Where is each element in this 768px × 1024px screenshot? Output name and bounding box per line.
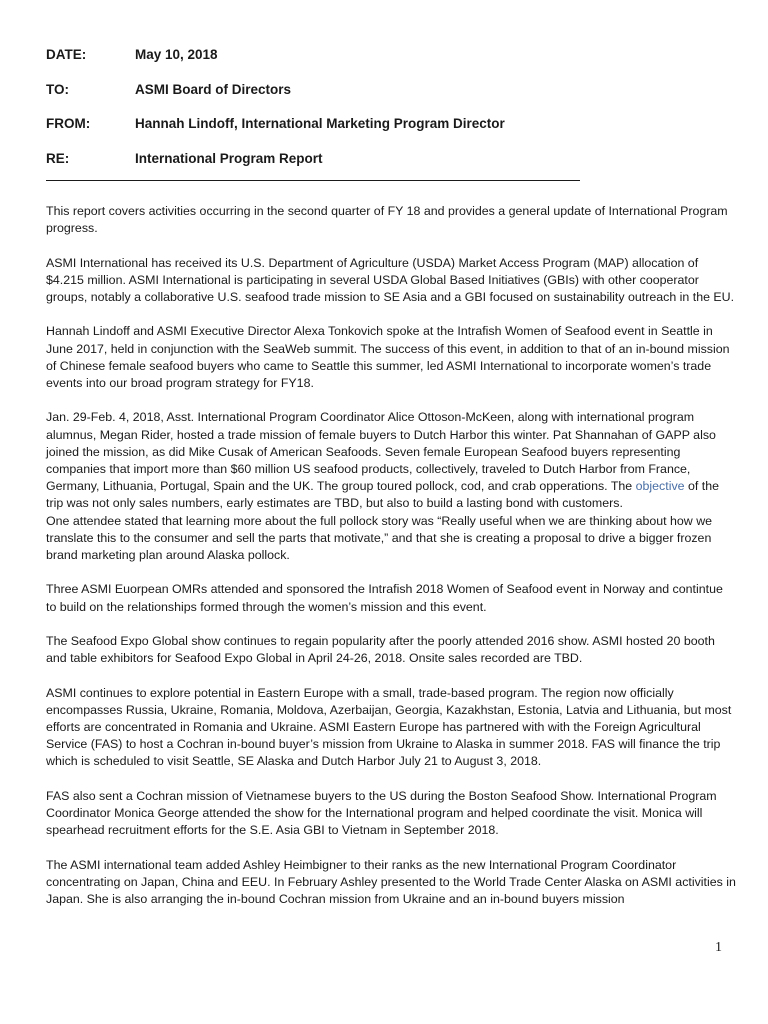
- paragraph-attendee-quote: One attendee stated that learning more about the full pollock story was “Really useful when we are thinking about how we translate this to the consumer and sell the parts that motivate,” and that she is creating a proposal to drive a bigger frozen brand marketing plan around Alaska pollock.: [46, 513, 713, 563]
- memo-from-row: [46, 115, 726, 133]
- highlighted-word: objective: [635, 479, 685, 494]
- memo-to-value: ASMI Board of Directors: [135, 81, 292, 97]
- paragraph-dutch-harbor-text-a: Jan. 29-Feb. 4, 2018, Asst. International Program Coordinator Alice Ottoson-McKeen, along with international program alumnus, Megan Rider, hosted a trade mission of female buyers to Dutch Harbor this winter. Pat Shannahan of GAPP also joined the mission, as did Mike Cusak of American Seafoods. Seven female European Seafood buyers representing companies that import more than $60 million US seafood products, collectively, traveled to Dutch Harbor from France, Germany, Lithuania, Portugal, Spain and the UK. The group toured pollock, cod, and crab opperations. The: [46, 410, 716, 494]
- memo-header: [46, 46, 726, 184]
- paragraph-map-allocation: ASMI International has received its U.S. Department of Agriculture (USDA) Market Access Program (MAP) allocation of $4.215 million. ASMI International is participating in several USDA Global Based Initiatives (GBIs) with other cooperator groups, notably a collaborative U.S. seafood trade mission to SE Asia and a GBI focused on sustainability outreach in the EU.: [46, 255, 735, 304]
- memo-from-label: FROM:: [46, 116, 91, 131]
- memo-to-row: [46, 81, 726, 99]
- memo-from-value: Hannah Lindoff, International Marketing Program Director: [135, 116, 505, 131]
- paragraph-dutch-harbor-text-b: of the trip was not only sales numbers, early estimates are TBD, but also to build a lasting bond with customers.: [46, 479, 719, 511]
- report-body: [46, 203, 736, 908]
- paragraph-vietnam-mission: FAS also sent a Cochran mission of Vietnamese buyers to the US during the Boston Seafood Show. International Program Coordinator Monica George attended the show for the International program and helped coordinate the visit. Monica will spearhead recruitment efforts for the S.E. Asia GBI to Vietnam in September 2018.: [46, 788, 717, 838]
- memo-re-label: RE:: [46, 150, 70, 166]
- paragraph-women-of-seafood: Hannah Lindoff and ASMI Executive Director Alexa Tonkovich spoke at the Intrafish Women of Seafood event in Seattle in June 2017, held in conjunction with the SeaWeb summit. The success of this event, in addition to that of an in-bound mission of Chinese female seafood buyers who came to Seattle this summer, led ASMI International to incorporate women’s trade events into our broad program strategy for FY18.: [46, 324, 730, 390]
- paragraph-new-coordinator: The ASMI international team added Ashley Heimbigner to their ranks as the new International Program Coordinator concentrating on Japan, China and EEU. In February Ashley presented to the World Trade Center Alaska on ASMI activities in Japan. She is also arranging the in-bound Cochran mission from Ukraine and an in-bound buyers mission: [46, 857, 736, 906]
- paragraph-seafood-expo-global: The Seafood Expo Global show continues to regain popularity after the poorly attended 2016 show. ASMI hosted 20 booth and table exhibitors for Seafood Expo Global in April 24-26, 2018. Onsite sales recorded are TBD.: [46, 634, 715, 666]
- paragraph-dutch-harbor-mission: [46, 409, 736, 512]
- memo-re-row: [46, 150, 726, 168]
- paragraph-intro: This report covers activities occurring in the second quarter of FY 18 and provides a general update of International Program progress.: [46, 204, 728, 236]
- header-divider: [46, 180, 580, 181]
- memo-date-value: May 10, 2018: [135, 47, 218, 62]
- memo-date-row: [46, 46, 726, 64]
- page-number: 1: [715, 940, 722, 955]
- memo-date-label: DATE:: [46, 47, 87, 62]
- paragraph-european-omrs: Three ASMI Euorpean OMRs attended and sponsored the Intrafish 2018 Women of Seafood event in Norway and contintue to build on the relationships formed through the women’s mission and this event.: [46, 582, 723, 614]
- memo-re-value: International Program Report: [135, 150, 323, 166]
- memo-to-label: TO:: [46, 81, 69, 97]
- paragraph-eastern-europe: ASMI continues to explore potential in Eastern Europe with a small, trade-based program. The region now officially encompasses Russia, Ukraine, Romania, Moldova, Azerbaijan, Georgia, Kazakhstan, Estonia, Latvia and Lithuania, but most efforts are concentrated in Romania and Ukraine. ASMI Eastern Europe has partnered with with the Foreign Agricultural Service (FAS) to host a Cochran in-bound buyer’s mission from Ukraine to Alaska in summer 2018. FAS will finance the trip which is scheduled to visit Seattle, SE Alaska and Dutch Harbor July 21 to August 3, 2018.: [46, 685, 732, 769]
